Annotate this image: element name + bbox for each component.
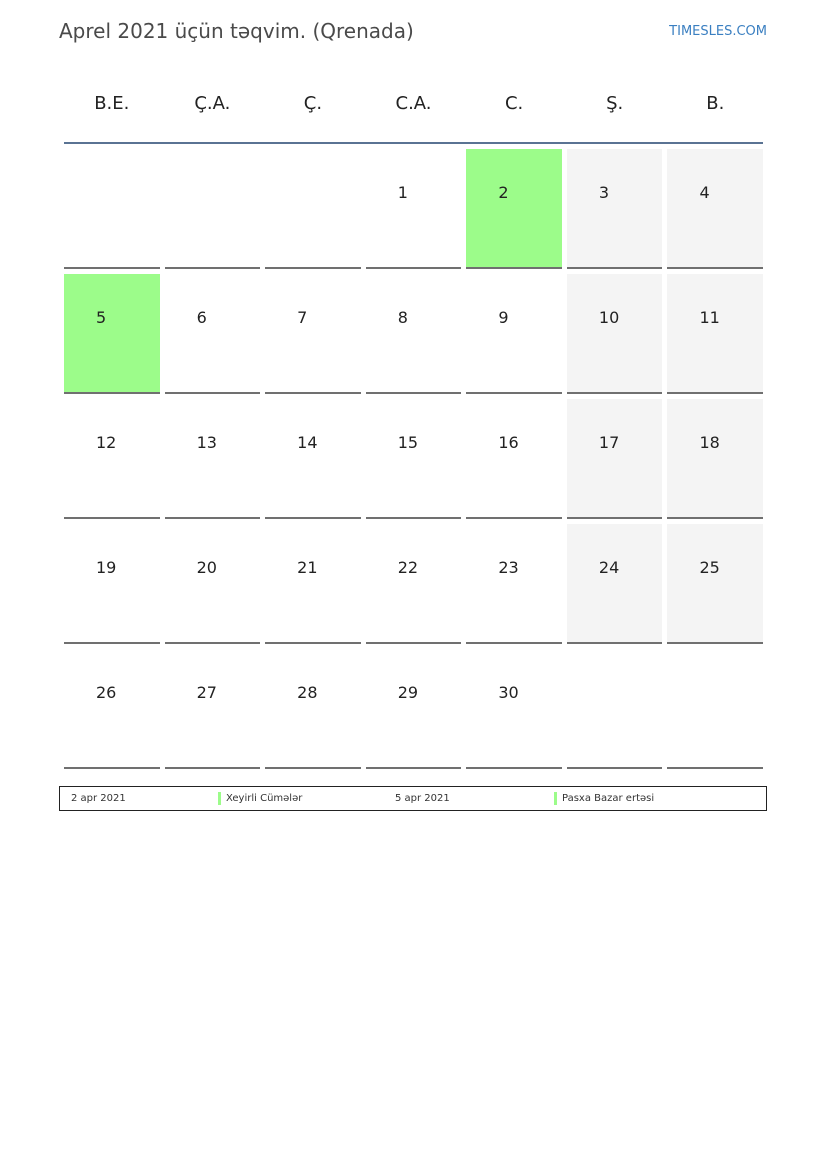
day-cell <box>64 649 160 769</box>
day-number: 7 <box>297 308 308 327</box>
day-cell <box>64 524 160 644</box>
day-cell <box>64 399 160 519</box>
legend-holiday-1: Xeyirli Cümələr <box>226 793 303 804</box>
day-cell <box>265 649 361 769</box>
day-number: 24 <box>598 558 620 577</box>
day-cell <box>466 274 562 394</box>
empty-day-cell <box>165 149 261 269</box>
legend-holiday-2: Pasxa Bazar ertəsi <box>562 793 655 804</box>
day-cell <box>366 399 462 519</box>
day-cell <box>366 524 462 644</box>
legend-marker-1 <box>218 792 221 805</box>
week-row <box>64 649 763 769</box>
legend-marker-2 <box>554 792 557 805</box>
day-cell <box>366 649 462 769</box>
site-link[interactable]: TIMESLES.COM <box>669 24 767 39</box>
weekday-thursday: C.A. <box>395 93 432 114</box>
week-row <box>64 399 763 519</box>
legend-date-1: 2 apr 2021 <box>71 793 126 804</box>
day-cell <box>667 274 763 394</box>
weekday-friday: C. <box>504 93 524 114</box>
day-number: 2 <box>498 183 509 202</box>
day-cell <box>64 274 160 394</box>
week-row <box>64 524 763 644</box>
day-number: 16 <box>498 433 519 452</box>
day-cell <box>466 149 562 269</box>
day-number: 4 <box>699 183 710 202</box>
day-number: 19 <box>96 558 117 577</box>
day-cell <box>265 399 361 519</box>
day-cell <box>667 399 763 519</box>
day-number: 25 <box>699 558 720 577</box>
week-row <box>64 274 763 394</box>
weekday-header-row <box>64 70 763 144</box>
day-number: 10 <box>598 308 620 327</box>
day-number: 15 <box>397 433 419 452</box>
week-row <box>64 149 763 269</box>
day-number: 21 <box>297 558 318 577</box>
day-cell <box>466 649 562 769</box>
day-number: 12 <box>96 433 117 452</box>
day-number: 1 <box>397 183 408 202</box>
calendar-weeks <box>64 144 763 769</box>
day-cell <box>567 149 663 269</box>
legend-date-2: 5 apr 2021 <box>395 793 450 804</box>
day-number: 26 <box>96 683 117 702</box>
day-cell <box>265 274 361 394</box>
page-title: Aprel 2021 üçün təqvim. (Qrenada) <box>59 19 414 43</box>
day-number: 13 <box>196 433 217 452</box>
day-number: 14 <box>297 433 318 452</box>
day-cell <box>667 524 763 644</box>
calendar-grid <box>64 70 763 774</box>
day-cell <box>567 399 663 519</box>
day-number: 6 <box>196 308 207 327</box>
day-number: 18 <box>699 433 720 452</box>
weekday-tuesday: Ç.A. <box>194 93 231 114</box>
day-number: 17 <box>598 433 620 452</box>
weekday-monday: B.E. <box>94 93 130 114</box>
day-number: 23 <box>498 558 519 577</box>
weekday-saturday: Ş. <box>606 93 624 114</box>
day-number: 9 <box>498 308 509 327</box>
weekday-sunday: B. <box>706 93 725 114</box>
day-cell <box>466 524 562 644</box>
day-number: 20 <box>196 558 217 577</box>
day-cell <box>265 524 361 644</box>
day-cell <box>567 274 663 394</box>
day-cell <box>366 274 462 394</box>
weekday-wednesday: Ç. <box>303 93 323 114</box>
day-number: 22 <box>397 558 419 577</box>
day-number: 3 <box>598 183 610 202</box>
holiday-legend <box>59 786 767 811</box>
day-cell <box>466 399 562 519</box>
day-number: 11 <box>699 308 720 327</box>
day-cell <box>667 149 763 269</box>
day-number: 27 <box>196 683 217 702</box>
day-cell <box>165 649 261 769</box>
day-cell <box>165 274 261 394</box>
day-number: 28 <box>297 683 318 702</box>
day-cell <box>165 524 261 644</box>
day-cell <box>567 524 663 644</box>
empty-day-cell <box>64 149 160 269</box>
day-number: 29 <box>397 683 419 702</box>
empty-day-cell <box>667 649 763 769</box>
day-cell <box>165 399 261 519</box>
day-number: 30 <box>498 683 519 702</box>
empty-day-cell <box>567 649 663 769</box>
day-cell <box>366 149 462 269</box>
empty-day-cell <box>265 149 361 269</box>
day-number: 5 <box>96 308 107 327</box>
day-number: 8 <box>397 308 408 327</box>
